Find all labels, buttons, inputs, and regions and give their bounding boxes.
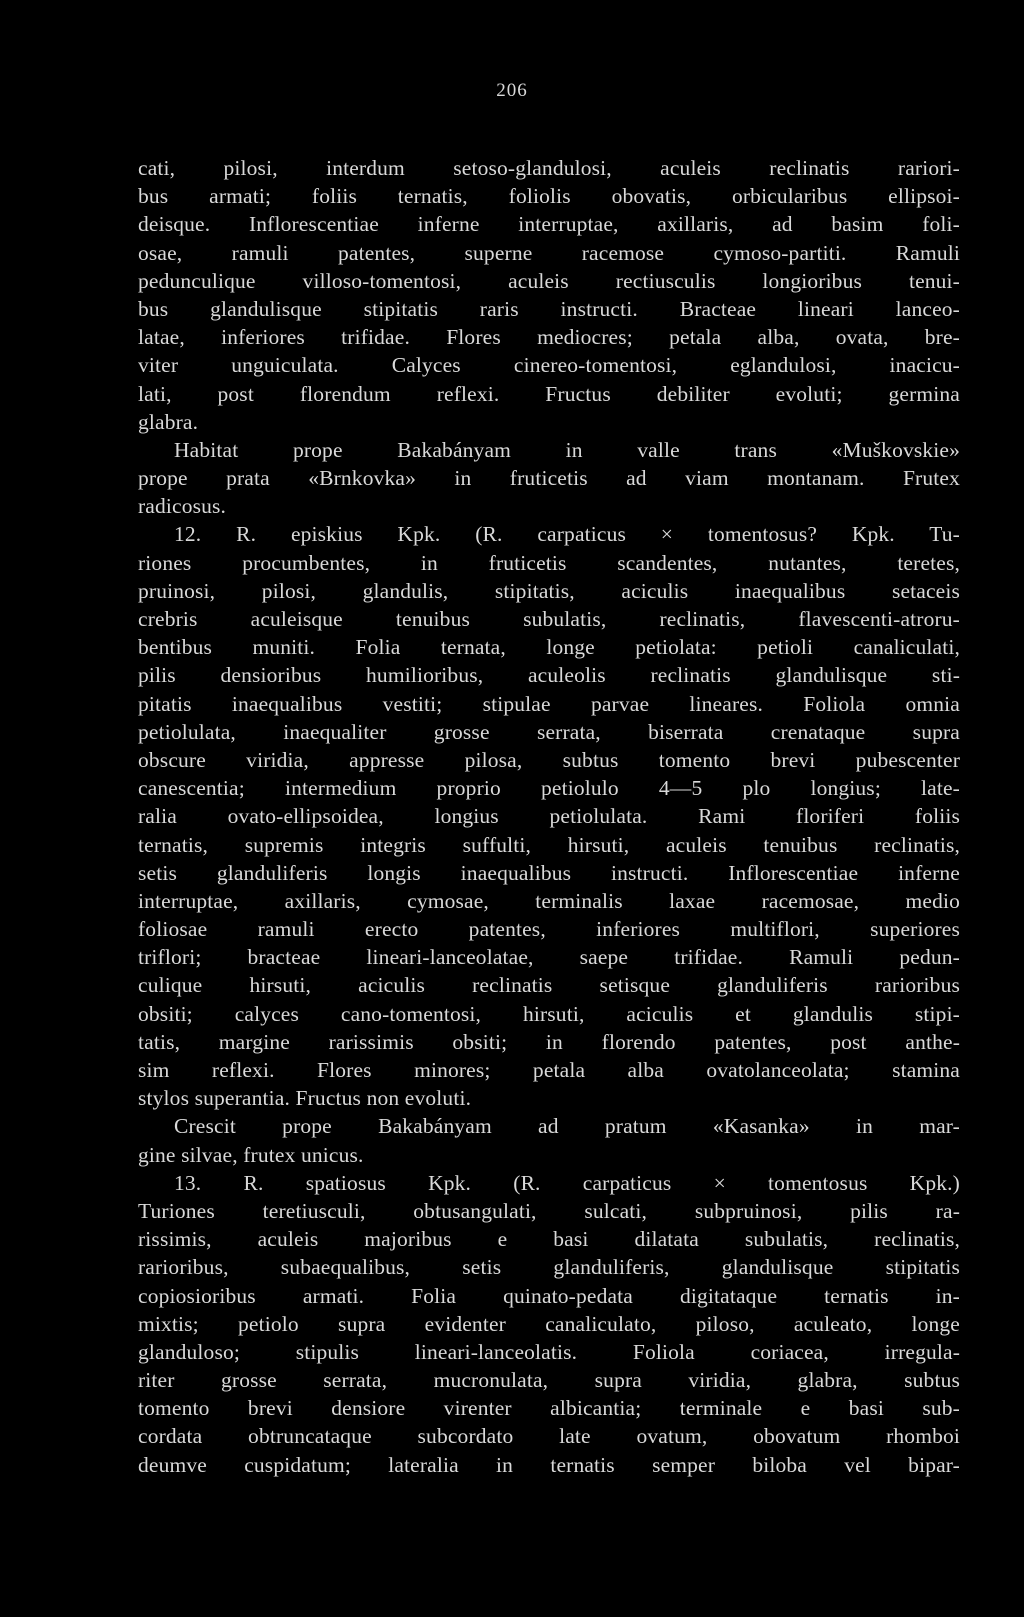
text-line: latae, inferiores trifidae. Flores mediocres; petala alba, ovata, bre- (138, 325, 960, 350)
text-line: ralia ovato-ellipsoidea, longius petiolulata. Rami floriferi foliis (138, 804, 960, 829)
text-line: ternatis, supremis integris suffulti, hirsuti, aculeis tenuibus reclinatis, (138, 832, 960, 857)
text-line: bus glandulisque stipitatis raris instructi. Bracteae lineari lanceo- (138, 296, 960, 321)
text-line: copiosioribus armati. Folia quinato-pedata digitataque ternatis in- (138, 1283, 960, 1308)
text-line: viter unguiculata. Calyces cinereo-tomentosi, eglandulosi, inacicu- (138, 353, 960, 378)
text-line: sim reflexi. Flores minores; petala alba ovatolanceolata; stamina (138, 1058, 960, 1082)
text-line: canescentia; intermedium proprio petiolulo 4—5 plo longius; late- (138, 776, 960, 801)
body-text (138, 154, 960, 1479)
text-line: glanduloso; stipulis lineari-lanceolatis. Foliola coriacea, irregula- (138, 1339, 960, 1364)
text-line: rissimis, aculeis majoribus e basi dilatata subulatis, reclinatis, (138, 1227, 960, 1252)
text-line: rarioribus, subaequalibus, setis glanduliferis, glandulisque stipitatis (138, 1255, 960, 1280)
text-line: bus armati; foliis ternatis, foliolis obovatis, orbicularibus ellipsoi- (138, 184, 960, 209)
text-line: obsiti; calyces cano-tomentosi, hirsuti, aciculis et glandulis stipi- (138, 1001, 960, 1026)
text-line: pilis densioribus humilioribus, aculeolis reclinatis glandulisque sti- (138, 663, 960, 688)
text-line: riter grosse serrata, mucronulata, supra viridia, glabra, subtus (138, 1368, 960, 1393)
text-line: tomento brevi densiore virenter albicantia; terminale e basi sub- (138, 1396, 960, 1421)
text-line: crebris aculeisque tenuibus subulatis, reclinatis, flavescenti-atroru- (138, 607, 960, 631)
text-line: pruinosi, pilosi, glandulis, stipitatis, aciculis inaequalibus setaceis (138, 578, 960, 603)
text-line: radicosus. (138, 494, 227, 519)
text-line: obscure viridia, appresse pilosa, subtus tomento brevi pubescenter (138, 747, 960, 772)
text-line: stylos superantia. Fructus non evoluti. (138, 1086, 472, 1111)
text-line: lati, post florendum reflexi. Fructus debiliter evoluti; germina (138, 381, 960, 406)
text-line: bentibus muniti. Folia ternata, longe petiolata: petioli canaliculati, (138, 635, 960, 660)
text-line: petiolulata, inaequaliter grosse serrata, biserrata crenataque supra (138, 719, 960, 744)
text-line: cordata obtruncataque subcordato late ovatum, obovatum rhomboi (138, 1424, 960, 1449)
text-line: culique hirsuti, aciculis reclinatis setisque glanduliferis rarioribus (138, 973, 960, 998)
text-line: deisque. Inflorescentiae inferne interruptae, axillaris, ad basim foli- (138, 212, 960, 237)
text-line: prope prata «Brnkovka» in fruticetis ad viam montanam. Frutex (138, 466, 960, 491)
text-line: gine silvae, frutex unicus. (138, 1142, 364, 1167)
text-line: 13. R. spatiosus Kpk. (R. carpaticus × tomentosus Kpk.) (174, 1170, 960, 1195)
text-line: setis glanduliferis longis inaequalibus instructi. Inflorescentiae inferne (138, 860, 960, 885)
text-line: Turiones teretiusculi, obtusangulati, sulcati, subpruinosi, pilis ra- (138, 1198, 960, 1223)
text-line: triflori; bracteae lineari-lanceolatae, saepe trifidae. Ramuli pedun- (138, 945, 960, 970)
text-line: interruptae, axillaris, cymosae, terminalis laxae racemosae, medio (138, 888, 960, 913)
text-line: pitatis inaequalibus vestiti; stipulae parvae lineares. Foliola omnia (138, 691, 960, 716)
text-line: pedunculique villoso-tomentosi, aculeis rectiusculis longioribus tenui- (138, 268, 960, 293)
text-line: 12. R. episkius Kpk. (R. carpaticus × tomentosus? Kpk. Tu- (174, 522, 960, 547)
text-line: riones procumbentes, in fruticetis scandentes, nutantes, teretes, (138, 550, 960, 575)
text-line: foliosae ramuli erecto patentes, inferiores multiflori, superiores (138, 917, 960, 942)
text-line: glabra. (138, 409, 199, 434)
text-line: Habitat prope Bakabányam in valle trans «Muškovskie» (174, 437, 960, 462)
page-number: 206 (496, 80, 528, 101)
text-line: osae, ramuli patentes, superne racemose cymoso-partiti. Ramuli (138, 240, 960, 265)
text-line: Crescit prope Bakabányam ad pratum «Kasanka» in mar- (174, 1114, 960, 1139)
text-line: deumve cuspidatum; lateralia in ternatis semper biloba vel bipar- (138, 1452, 960, 1477)
text-line: cati, pilosi, interdum setoso-glandulosi, aculeis reclinatis rariori- (138, 156, 960, 180)
text-line: tatis, margine rarissimis obsiti; in florendo patentes, post anthe- (138, 1029, 960, 1054)
text-line: mixtis; petiolo supra evidenter canaliculato, piloso, aculeato, longe (138, 1311, 960, 1336)
